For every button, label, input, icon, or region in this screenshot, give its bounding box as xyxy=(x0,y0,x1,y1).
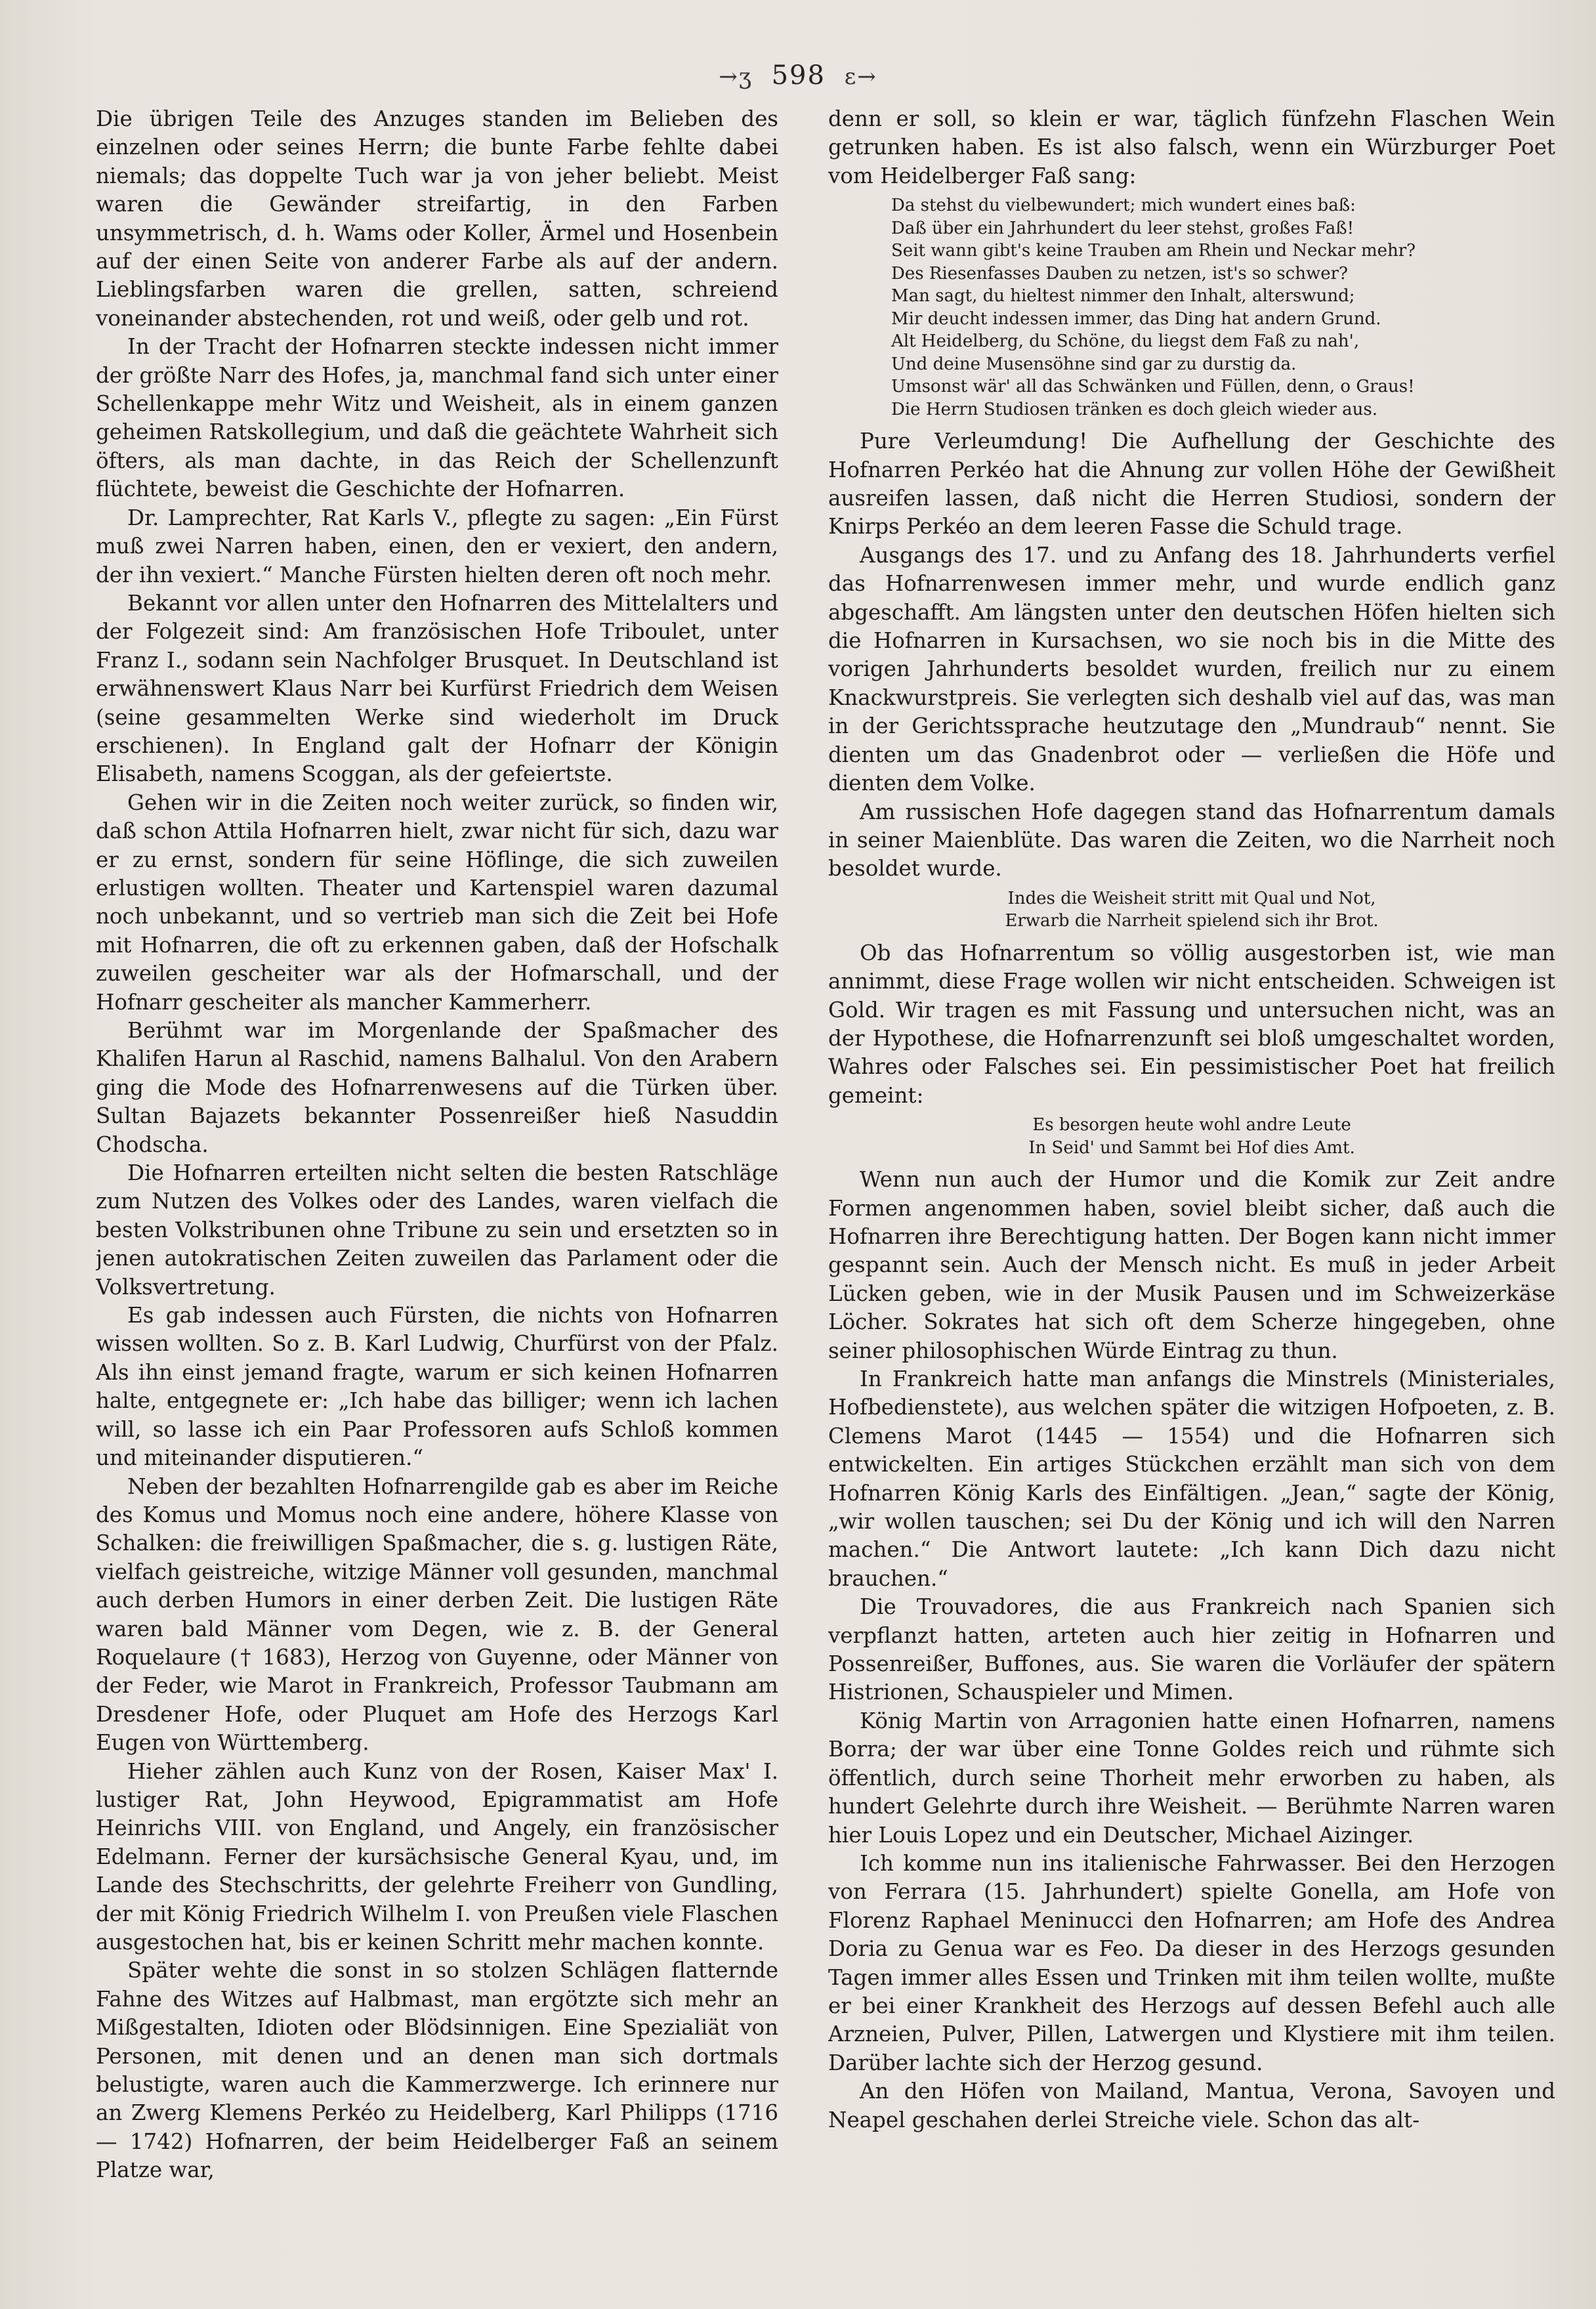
verse-line: Es besorgen heute wohl andre Leute xyxy=(1032,1115,1351,1135)
paragraph: Wenn nun auch der Humor und die Komik zur Zeit andre Formen angenommen haben, soviel bleibt sicher, daß auch die Hofnarren ihre Berechtigung hatten. Der Bogen kann nicht immer gespannt sein. Auch der Mensch nicht. Es muß in jeder Arbeit Lücken geben, wie in der Musik Pausen und im Schweizerkäse Löcher. Sokrates hat sich oft dem Scherze hingegeben, ohne seiner philosophischen Würde Eintrag zu thun. xyxy=(828,1167,1555,1363)
verse-line: Des Riesenfasses Dauben zu netzen, ist's so schwer? xyxy=(891,263,1348,284)
paragraph: König Martin von Arragonien hatte einen Hofnarren, namens Borra; der war über eine Tonne Goldes reich und rühmte sich öffentlich, durch seine Thorheit mehr erworben zu haben, als hundert Gelehrte durch ihre Weisheit. — Berühmte Narren waren hier Louis Lopez und ein Deutscher, Michael Aizinger. xyxy=(828,1708,1555,1848)
ornament-left: →ʒ xyxy=(719,64,753,90)
page-header xyxy=(0,60,1596,91)
paragraph: denn er soll, so klein er war, täglich fünfzehn Flaschen Wein getrunken haben. Es ist also falsch, wenn ein Würzburger Poet vom Heidelberger Faß sang: xyxy=(828,106,1555,188)
paragraph: Dr. Lamprechter, Rat Karls V., pflegte zu sagen: „Ein Fürst muß zwei Narren haben, einen, den er vexiert, den andern, der ihn vexiert.“ Manche Fürsten hielten deren oft noch mehr. xyxy=(96,505,778,587)
paragraph: Ausgangs des 17. und zu Anfang des 18. Jahrhunderts verfiel das Hofnarrenwesen immer mehr, und wurde endlich ganz abgeschafft. Am längsten unter den deutschen Höfen hielten sich die Hofnarren in Kursachsen, wo sie noch bis in die Mitte des vorigen Jahrhunderts besoldet wurden, freilich nur zu einem Knackwurstpreis. Sie verlegten sich deshalb viel auf das, was man in der Gerichtssprache heutzutage den „Mundraub“ nennt. Sie dienten um das Gnadenbrot oder — verließen die Höfe und dienten dem Volke. xyxy=(828,542,1555,796)
verse-line: Da stehst du vielbewundert; mich wundert eines baß: xyxy=(891,196,1356,216)
page-number: 598 xyxy=(771,60,826,91)
verse-line: Alt Heidelberg, du Schöne, du liegst dem Faß zu nah', xyxy=(891,331,1360,352)
paragraph: Die Hofnarren erteilten nicht selten die besten Ratschläge zum Nutzen des Volkes oder des Landes, waren vielfach die besten Volkstribunen ohne Tribune zu sein und ersetzten so in jenen autokratischen Zeiten zuweilen das Parlament oder die Volksvertretung. xyxy=(96,1160,778,1300)
verse-line: Und deine Musensöhne sind gar zu durstig da. xyxy=(891,354,1297,374)
verse-line: Erwarb die Narrheit spielend sich ihr Brot. xyxy=(1005,911,1379,931)
paragraph: Später wehte die sonst in so stolzen Schlägen flatternde Fahne des Witzes auf Halbmast, man ergötzte sich mehr an Mißgestalten, Idioten oder Blödsinnigen. Eine Spezialiät von Personen, mit denen und an denen man sich dortmals belustigte, waren auch die Kammerzwerge. Ich erinnere nur an Zwerg Klemens Perkéo zu Heidelberg, Karl Philipps (1716 — 1742) Hofnarren, der beim Heidelberger Faß an seinem Platze war, xyxy=(96,1958,778,2183)
verse-line: Indes die Weisheit stritt mit Qual und Not, xyxy=(1007,888,1376,908)
verse-line: Die Herrn Studiosen tränken es doch gleich wieder aus. xyxy=(891,399,1377,419)
right-column xyxy=(828,105,1555,2271)
verse-line: Umsonst wär' all das Schwänken und Füllen, denn, o Graus! xyxy=(891,377,1415,397)
verse-line: Mir deucht indessen immer, das Ding hat andern Grund. xyxy=(891,308,1381,329)
paragraph: Neben der bezahlten Hofnarrengilde gab es aber im Reiche des Komus und Momus noch eine andere, höhere Klasse von Schalken: die freiwilligen Spaßmacher, die s. g. lustigen Räte, vielfach geistreiche, witzige Männer voll gesunden, manchmal auch derben Humors in einer derben Zeit. Die lustigen Räte waren bald Männer vom Degen, wie z. B. der General Roquelaure († 1683), Herzog von Guyenne, oder Männer von der Feder, wie Marot in Frankreich, Professor Taubmann am Dresdener Hofe, oder Pluquet am Hofe des Herzogs Karl Eugen von Württemberg. xyxy=(96,1473,778,1756)
paragraph: In der Tracht der Hofnarren steckte indessen nicht immer der größte Narr des Hofes, ja, manchmal fand sich unter einer Schellenkappe mehr Witz und Weisheit, als in einem ganzen geheimen Ratskollegium, und daß die geächtete Wahrheit sich öfters, als man dachte, in das Reich der Schellenzunft flüchtete, beweist die Geschichte der Hofnarren. xyxy=(96,334,778,502)
paragraph: Ich komme nun ins italienische Fahrwasser. Bei den Herzogen von Ferrara (15. Jahrhundert) spielte Gonella, am Hofe von Florenz Raphael Meninucci den Hofnarren; am Hofe des Andrea Doria zu Genua war es Feo. Da dieser in des Herzogs gesunden Tagen immer alles Essen und Trinken mit ihm teilen wollte, mußte er bei einer Krankheit des Herzogs auf dessen Befehl auch alle Arzneien, Pulver, Pillen, Latwergen und Klystiere mit ihm teilen. Darüber lachte sich der Herzog gesund. xyxy=(828,1850,1555,2075)
paragraph: Die übrigen Teile des Anzuges standen im Belieben des einzelnen oder seines Herrn; die bunte Farbe fehlte dabei niemals; das doppelte Tuch war ja von jeher beliebt. Meist waren die Gewänder streifartig, in den Farben unsymmetrisch, d. h. Wams oder Koller, Ärmel und Hosenbein auf der einen Seite von anderer Farbe als auf der andern. Lieblingsfarben waren die grellen, satten, schreiend voneinander abstechenden, rot und weiß, oder gelb und rot. xyxy=(96,106,778,331)
paragraph: Hieher zählen auch Kunz von der Rosen, Kaiser Max' I. lustiger Rat, John Heywood, Epigrammatist am Hofe Heinrichs VIII. von England, und Angely, ein französischer Edelmann. Ferner der kursächsische General Kyau, und, im Lande des Stechschritts, der gelehrte Freiherr von Gundling, der mit König Friedrich Wilhelm I. von Preußen viele Flaschen ausgestochen hat, bis er keinen Schritt mehr machen konnte. xyxy=(96,1758,778,1955)
paragraph: Am russischen Hofe dagegen stand das Hofnarrentum damals in seiner Maienblüte. Das waren die Zeiten, wo die Narrheit noch besoldet wurde. xyxy=(828,799,1555,881)
paragraph: An den Höfen von Mailand, Mantua, Verona, Savoyen und Neapel geschahen derlei Streiche viele. Schon das alt- xyxy=(828,2079,1555,2132)
paragraph: Ob das Hofnarrentum so völlig ausgestorben ist, wie man annimmt, diese Frage wollen wir nicht entscheiden. Schweigen ist Gold. Wir tragen es mit Fassung und untersuchen nicht, was an der Hypothese, die Hofnarrenzunft sei bloß umgeschaltet worden, Wahres oder Falsches sei. Ein pessimistischer Poet hat freilich gemeint: xyxy=(828,940,1555,1108)
verse-line: Seit wann gibt's keine Trauben am Rhein und Neckar mehr? xyxy=(891,241,1416,261)
paragraph: Berühmt war im Morgenlande der Spaßmacher des Khalifen Harun al Raschid, namens Balhalul. Von den Arabern ging die Mode des Hofnarrenwesens auf die Türken über. Sultan Bajazets bekannter Possenreißer hieß Nasuddin Chodscha. xyxy=(96,1018,778,1157)
paragraph: Gehen wir in die Zeiten noch weiter zurück, so finden wir, daß schon Attila Hofnarren hielt, zwar nicht für sich, dazu war er zu ernst, sondern für seine Höflinge, die sich zuweilen erlustigen wollten. Theater und Kartenspiel waren dazumal noch unbekannt, und so vertrieb man sich die Zeit bei Hofe mit Hofnarren, die oft zu erkennen gaben, daß der Hofschalk zuweilen gescheiter war als der Hofmarschall, und der Hofnarr gescheiter als mancher Kammerherr. xyxy=(96,790,778,1015)
paragraph: Pure Verleumdung! Die Aufhellung der Geschichte des Hofnarren Perkéo hat die Ahnung zur vollen Höhe der Gewißheit ausreifen lassen, daß nicht die Herren Studiosi, sondern der Knirps Perkéo an dem leeren Fasse die Schuld trage. xyxy=(828,429,1555,540)
poem-faß xyxy=(828,194,1555,421)
left-column xyxy=(96,105,778,2271)
poem-leute xyxy=(828,1114,1555,1159)
paragraph: Bekannt vor allen unter den Hofnarren des Mittelalters und der Folgezeit sind: Am französischen Hofe Triboulet, unter Franz I., sodann sein Nachfolger Brusquet. In Deutschland ist erwähnenswert Klaus Narr bei Kurfürst Friedrich dem Weisen (seine gesammelten Werke sind wiederholt im Druck erschienen). In England galt der Hofnarr der Königin Elisabeth, namens Scoggan, als der gefeiertste. xyxy=(96,590,778,787)
paragraph: In Frankreich hatte man anfangs die Minstrels (Ministeriales, Hofbedienstete), aus welchen später die witzigen Hofpoeten, z. B. Clemens Marot (1445 — 1554) und die Hofnarren sich entwickelten. Ein artiges Stückchen erzählt man sich von dem Hofnarren König Karls des Einfältigen. „Jean,“ sagte der König, „wir wollen tauschen; sei Du der König und ich will den Narren machen.“ Die Antwort lautete: „Ich kann Dich dazu nicht brauchen.“ xyxy=(828,1366,1555,1591)
paragraph: Die Trouvadores, die aus Frankreich nach Spanien sich verpflanzt hatten, arteten auch hier zeitig in Hofnarren und Possenreißer, Buffones, aus. Sie waren die Vorläufer der spätern Histrionen, Schauspieler und Mimen. xyxy=(828,1594,1555,1705)
verse-line: In Seid' und Sammt bei Hof dies Amt. xyxy=(1028,1137,1355,1158)
verse-line: Man sagt, du hieltest nimmer den Inhalt, alterswund; xyxy=(891,286,1355,307)
paragraph: Es gab indessen auch Fürsten, die nichts von Hofnarren wissen wollten. So z. B. Karl Ludwig, Churfürst von der Pfalz. Als ihn einst jemand fragte, warum er sich keinen Hofnarren halte, entgegnete er: „Ich habe das billiger; wenn ich lachen will, so lasse ich ein Paar Professoren aufs Schloß kommen und miteinander disputieren.“ xyxy=(96,1303,778,1471)
poem-weisheit xyxy=(828,887,1555,933)
verse-line: Daß über ein Jahrhundert du leer stehst, großes Faß! xyxy=(891,218,1354,238)
ornament-right: ɛ→ xyxy=(844,64,877,90)
